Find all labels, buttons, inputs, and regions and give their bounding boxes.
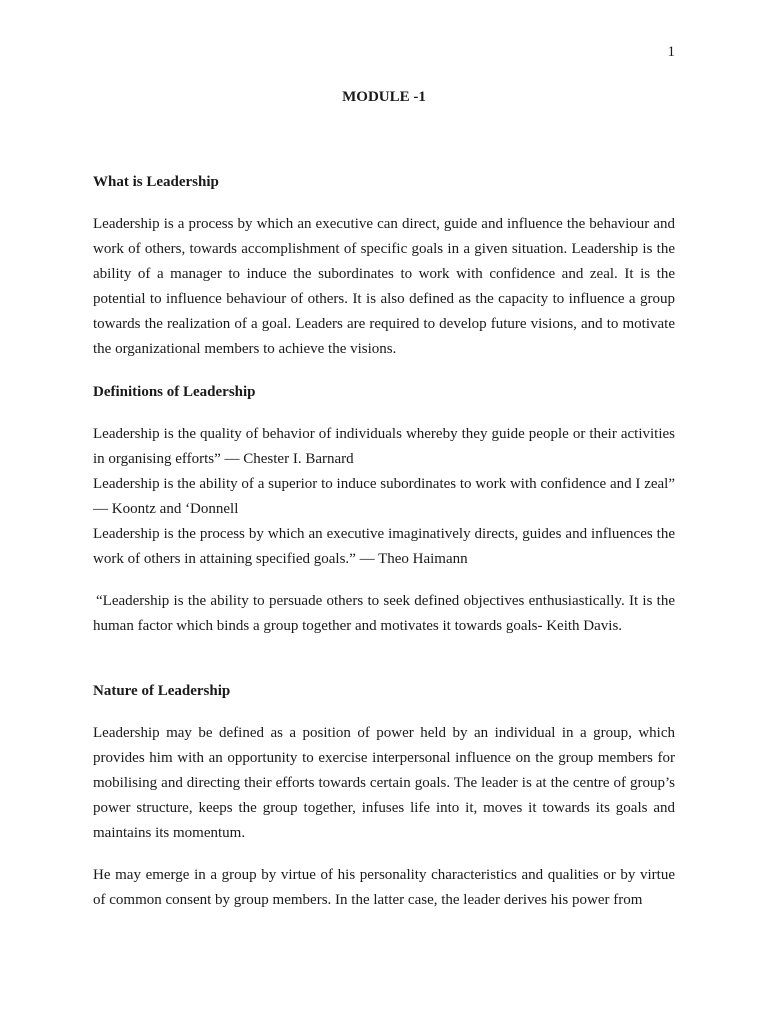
module-title: MODULE -1 (342, 89, 426, 105)
paragraph-what-is-leadership: Leadership is a process by which an executive can direct, guide and influence the behaviour and work of others, towards accomplishment of specific goals in a given situation. Leadership is the ability of a manager to induce the subordinates to work with confidence and zeal. It is the potential to influence behaviour of others. It is also defined as the capacity to influence a group towards the realization of a goal. Leaders are required to develop future visions, and to motivate the organizational members to achieve the visions. (93, 216, 675, 357)
paragraph-nature-2: He may emerge in a group by virtue of his personality characteristics and qualities or by virtue of common consent by group members. In the latter case, the leader derives his power from (93, 867, 675, 908)
heading-definitions: Definitions of Leadership (93, 384, 256, 400)
definition-keith-davis: “Leadership is the ability to persuade others to seek defined objectives enthusiastically. It is the human factor which binds a group together and motivates it towards goals- Keith Davis. (93, 593, 675, 634)
definition-haimann: Leadership is the process by which an executive imaginatively directs, guides and influences the work of others in attaining specified goals.” — Theo Haimann (93, 526, 675, 567)
document-body (93, 170, 675, 913)
heading-nature-of-leadership: Nature of Leadership (93, 683, 231, 699)
definition-barnard: Leadership is the quality of behavior of individuals whereby they guide people or their activities in organising efforts” — Chester I. Barnard (93, 426, 675, 467)
definition-koontz: Leadership is the ability of a superior to induce subordinates to work with confidence and I zeal” — Koontz and ‘Donnell (93, 476, 675, 517)
heading-what-is-leadership: What is Leadership (93, 174, 219, 190)
page-number: 1 (667, 44, 675, 60)
paragraph-nature-1: Leadership may be defined as a position of power held by an individual in a group, which provides him with an opportunity to exercise interpersonal influence on the group members for mobilising and directing their efforts towards certain goals. The leader is at the centre of group’s power structure, keeps the group together, infuses life into it, moves it towards its goals and maintains its momentum. (93, 725, 675, 841)
